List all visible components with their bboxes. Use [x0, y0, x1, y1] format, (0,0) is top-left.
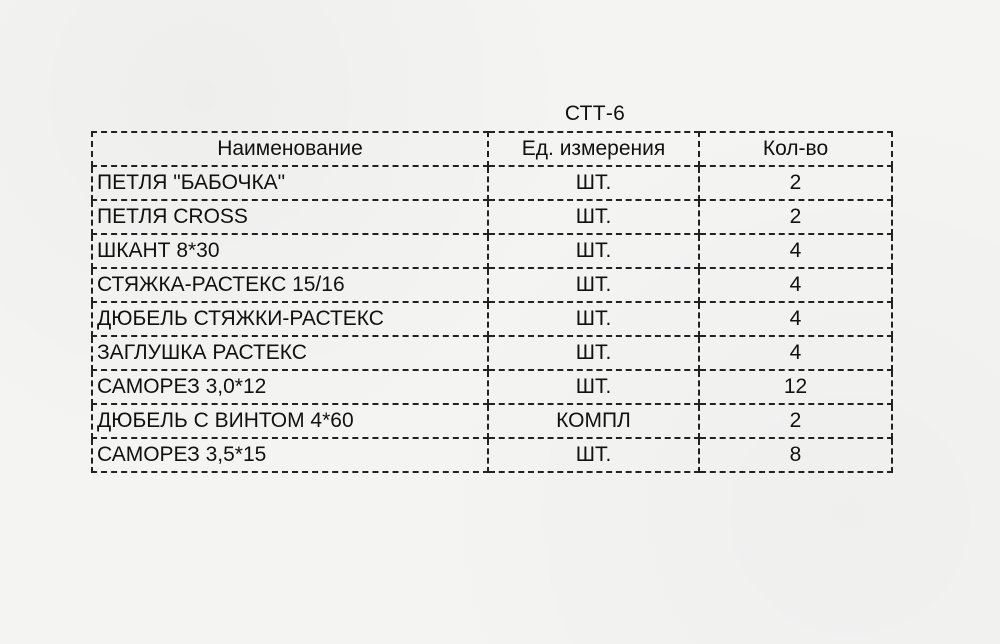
row-name: ПЕТЛЯ CROSS: [92, 200, 488, 234]
row-name: ШКАНТ 8*30: [92, 234, 488, 268]
row-unit: ШТ.: [488, 370, 699, 404]
table-row: [92, 234, 892, 268]
row-name: ПЕТЛЯ "БАБОЧКА": [92, 166, 488, 200]
row-name: САМОРЕЗ 3,0*12: [92, 370, 488, 404]
row-unit: КОМПЛ: [488, 404, 699, 438]
table-row: [92, 200, 892, 234]
row-qty: 4: [699, 336, 892, 370]
row-name: ЗАГЛУШКА РАСТЕКС: [92, 336, 488, 370]
row-unit: ШТ.: [488, 234, 699, 268]
document-title: СТТ-6: [564, 102, 626, 125]
row-name: ДЮБЕЛЬ С ВИНТОМ 4*60: [92, 404, 488, 438]
row-qty: 2: [699, 166, 892, 200]
row-name: ДЮБЕЛЬ СТЯЖКИ-РАСТЕКС: [92, 302, 488, 336]
parts-table: [91, 131, 893, 473]
row-unit: ШТ.: [488, 268, 699, 302]
row-unit: ШТ.: [488, 200, 699, 234]
table-header-row: [92, 132, 892, 166]
row-name: САМОРЕЗ 3,5*15: [92, 438, 488, 472]
row-qty: 4: [699, 268, 892, 302]
table-row: [92, 268, 892, 302]
table-row: [92, 438, 892, 472]
column-header-unit: Ед. измерения: [488, 132, 699, 166]
table-row: [92, 336, 892, 370]
table-row: [92, 370, 892, 404]
row-qty: 2: [699, 404, 892, 438]
row-unit: ШТ.: [488, 438, 699, 472]
table-row: [92, 302, 892, 336]
row-qty: 2: [699, 200, 892, 234]
row-unit: ШТ.: [488, 166, 699, 200]
row-unit: ШТ.: [488, 336, 699, 370]
table-row: [92, 166, 892, 200]
row-qty: 12: [699, 370, 892, 404]
column-header-name: Наименование: [92, 132, 488, 166]
row-qty: 4: [699, 302, 892, 336]
row-qty: 8: [699, 438, 892, 472]
row-unit: ШТ.: [488, 302, 699, 336]
column-header-qty: Кол-во: [699, 132, 892, 166]
row-name: СТЯЖКА-РАСТЕКС 15/16: [92, 268, 488, 302]
row-qty: 4: [699, 234, 892, 268]
table-row: [92, 404, 892, 438]
